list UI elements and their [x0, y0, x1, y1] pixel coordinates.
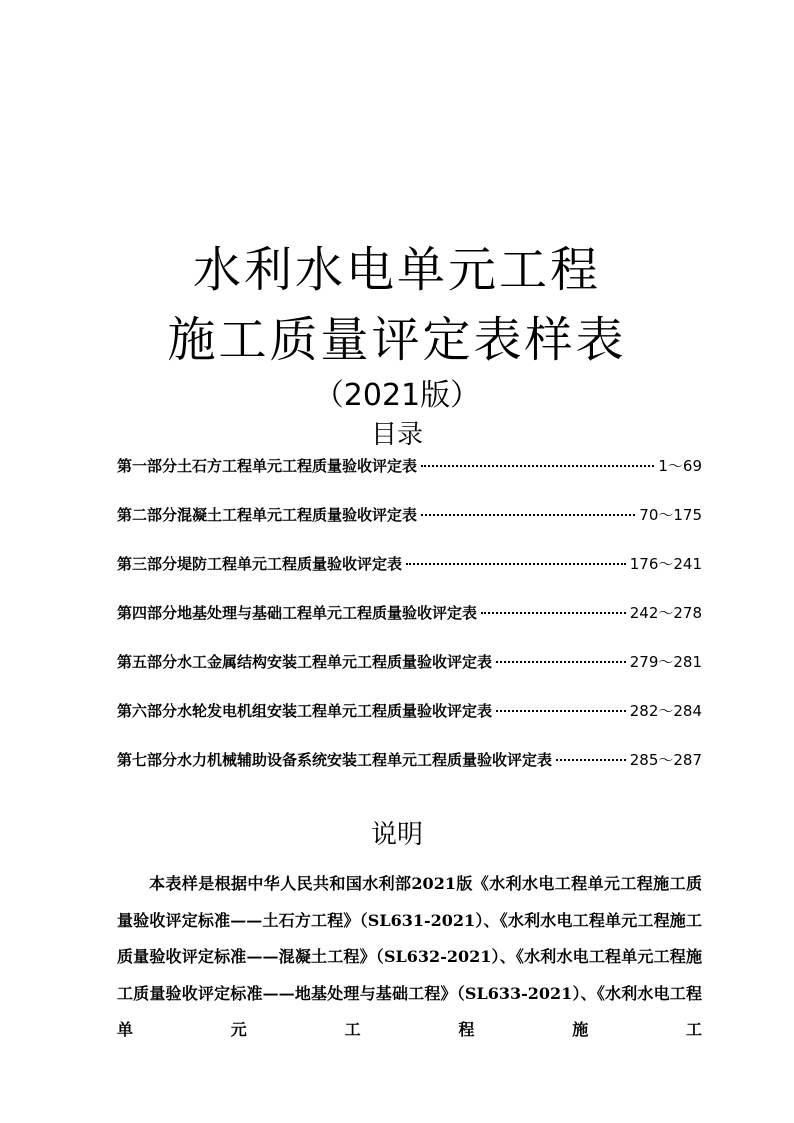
toc-item-text: 第四部分地基处理与基础工程单元工程质量验收评定表 [117, 604, 478, 622]
title-line-1: 水利水电单元工程 [192, 242, 601, 298]
toc-item-pages: 285～287 [629, 751, 702, 769]
toc-item-text: 第六部分水轮发电机组安装工程单元工程质量验收评定表 [117, 702, 493, 720]
toc-dot-leader [406, 563, 626, 565]
toc-item-pages: 279～281 [629, 653, 702, 671]
table-of-contents [117, 455, 702, 798]
toc-item-pages: 1～69 [658, 457, 702, 475]
toc-item-text: 第二部分混凝土工程单元工程质量验收评定表 [117, 506, 418, 524]
notes-body: 本表样是根据中华人民共和国水利部2021版《水利水电工程单元工程施工质量验收评定标准——土石方工程》（SL631-2021）、《水利水电工程单元工程施工质量验收评定标准——混凝土工程》（SL632-2021）、《水利水电工程单元工程施工质量验收评定标准——地基处理与基础工程》（SL633-2021）、《水利水电工程单元工程施工 [117, 874, 702, 1039]
title-line-2: 施工质量评定表样表 [167, 312, 627, 368]
notes-heading: 说明 [370, 820, 423, 850]
toc-item-pages: 70～175 [639, 506, 702, 524]
toc-heading: 目录 [370, 420, 423, 450]
toc-item-part-5 [117, 651, 702, 700]
toc-item-text: 第一部分土石方工程单元工程质量验收评定表 [117, 457, 418, 475]
toc-dot-leader [496, 710, 626, 712]
toc-dot-leader [481, 612, 626, 614]
toc-dot-leader [496, 661, 626, 663]
toc-item-pages: 176～241 [629, 555, 702, 573]
toc-item-pages: 242～278 [629, 604, 702, 622]
edition-label: （2021版） [313, 378, 481, 413]
toc-item-text: 第五部分水工金属结构安装工程单元工程质量验收评定表 [117, 653, 493, 671]
toc-item-part-4 [117, 602, 702, 651]
toc-item-part-1 [117, 455, 702, 504]
toc-item-part-3 [117, 553, 702, 602]
toc-dot-leader [421, 465, 654, 467]
toc-item-part-6 [117, 700, 702, 749]
toc-item-text: 第三部分堤防工程单元工程质量验收评定表 [117, 555, 403, 573]
toc-item-text: 第七部分水力机械辅助设备系统安装工程单元工程质量验收评定表 [117, 751, 553, 769]
toc-item-part-7 [117, 749, 702, 798]
toc-dot-leader [421, 514, 635, 516]
toc-dot-leader [556, 759, 626, 761]
toc-item-pages: 282～284 [629, 702, 702, 720]
toc-item-part-2 [117, 504, 702, 553]
